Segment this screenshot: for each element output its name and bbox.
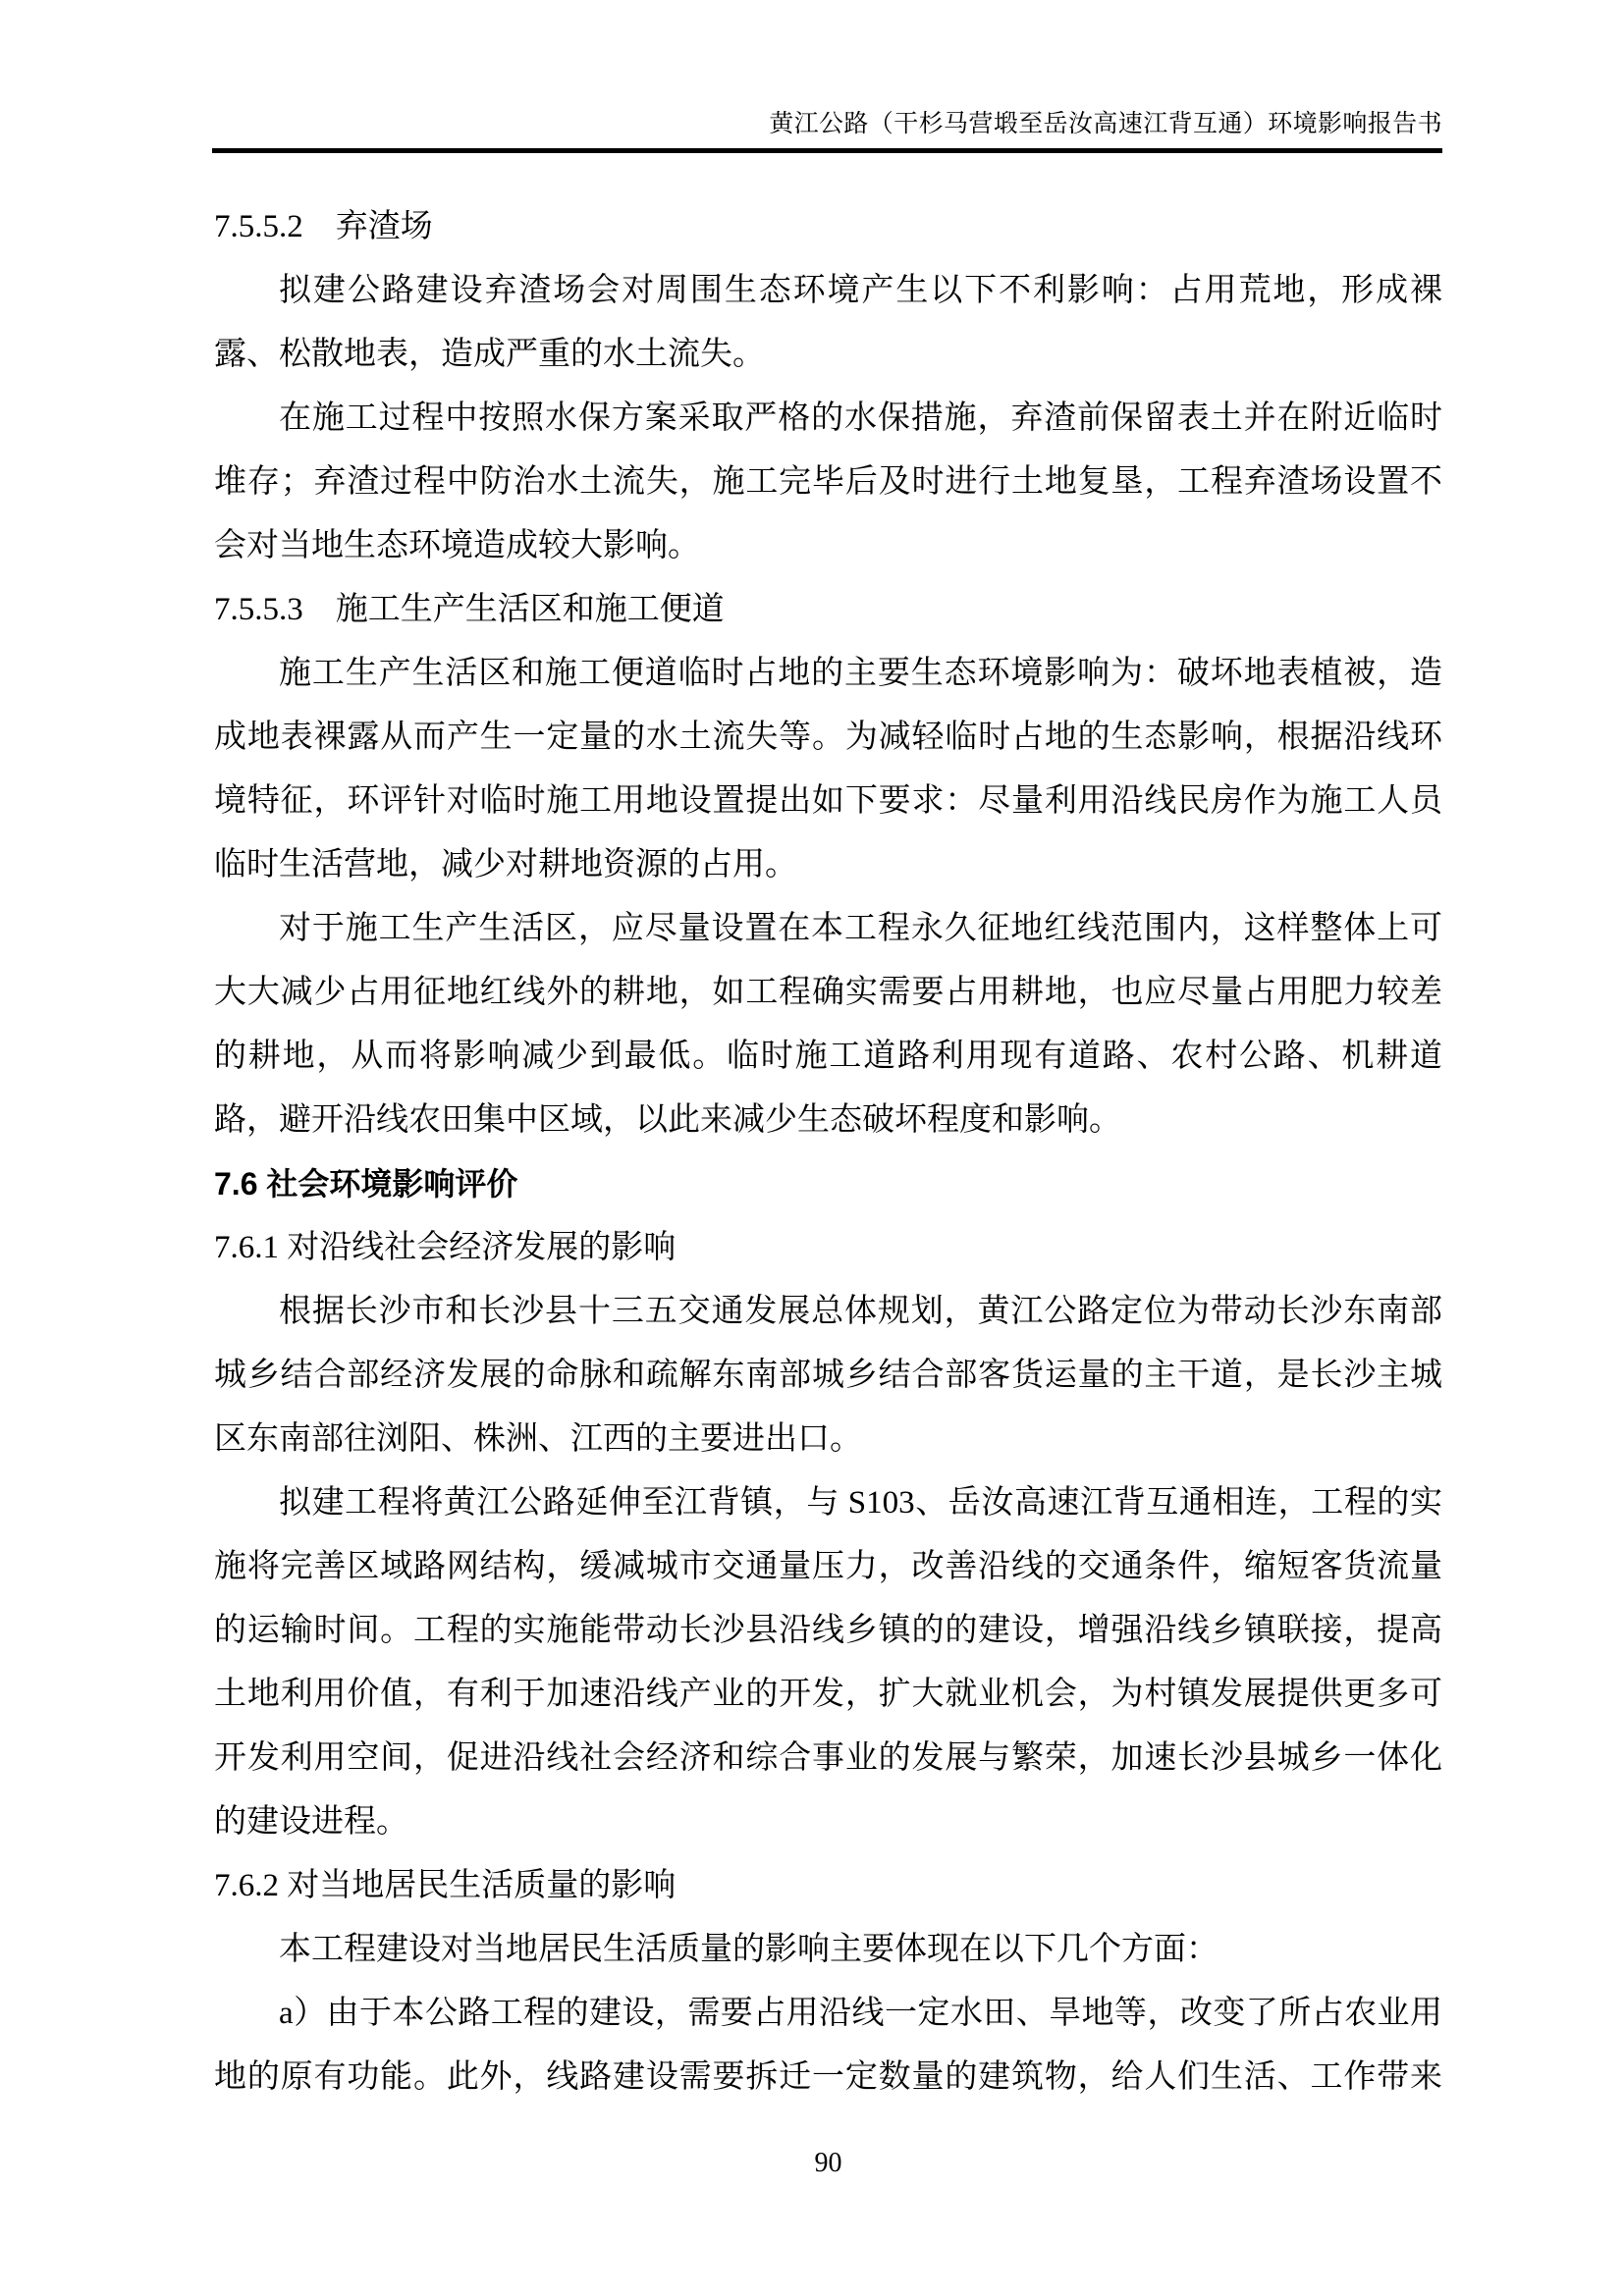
paragraph: [214, 387, 1442, 578]
paragraph: [214, 1471, 1442, 1854]
paragraph: [214, 642, 1442, 897]
text-line: 施工生产生活区和施工便道临时占地的主要生态环境影响为：破坏地表植被，造: [279, 656, 1442, 691]
text-line: 本工程建设对当地居民生活质量的影响主要体现在以下几个方面：: [279, 1932, 1218, 1967]
text-line: 的运输时间。工程的实施能带动长沙县沿线乡镇的的建设，增强沿线乡镇联接，提高: [214, 1613, 1442, 1648]
text-line: 在施工过程中按照水保方案采取严格的水保措施，弃渣前保留表土并在附近临时: [279, 400, 1442, 436]
text-line: a）由于本公路工程的建设，需要占用沿线一定水田、旱地等，改变了所占农业用: [279, 1996, 1442, 2031]
paragraph: [214, 259, 1442, 387]
section-heading: [214, 1854, 1442, 1918]
text-line: 大大减少占用征地红线外的耕地，如工程确实需要占用耕地，也应尽量占用肥力较差: [214, 975, 1442, 1010]
section-heading: [214, 578, 1442, 642]
text-line: 施将完善区域路网结构，缓减城市交通量压力，改善沿线的交通条件，缩短客货流量: [214, 1549, 1442, 1584]
text-line: 堆存；弃渣过程中防治水土流失，施工完毕后及时进行土地复垦，工程弃渣场设置不: [214, 464, 1442, 500]
text-line: 拟建公路建设弃渣场会对周围生态环境产生以下不利影响：占用荒地，形成裸: [279, 273, 1442, 308]
section-heading: [214, 195, 1442, 259]
text-line: 开发利用空间，促进沿线社会经济和综合事业的发展与繁荣，加速长沙县城乡一体化: [214, 1740, 1442, 1776]
text-line: 土地利用价值，有利于加速沿线产业的开发，扩大就业机会，为村镇发展提供更多可: [214, 1677, 1442, 1712]
text-line: 区东南部往浏阳、株洲、江西的主要进出口。: [214, 1421, 862, 1457]
paragraph: [214, 1982, 1442, 2109]
text-line: 地的原有功能。此外，线路建设需要拆迁一定数量的建筑物，给人们生活、工作带来: [214, 2059, 1442, 2095]
paragraph: [214, 1280, 1442, 1471]
paragraph: [214, 1918, 1442, 1982]
header-rule: [212, 148, 1442, 153]
text-line: 7.5.5.2 弃渣场: [214, 209, 433, 244]
text-line: 路，避开沿线农田集中区域，以此来减少生态破坏程度和影响。: [214, 1102, 1121, 1138]
page-number: 90: [814, 2148, 842, 2178]
text-line: 的耕地，从而将影响减少到最低。临时施工道路利用现有道路、农村公路、机耕道: [214, 1039, 1442, 1074]
paragraph: [214, 897, 1442, 1152]
page-header-title: 黄江公路（干杉马营塅至岳汝高速江背互通）环境影响报告书: [769, 111, 1442, 137]
text-line: 7.6.1 对沿线社会经济发展的影响: [214, 1230, 677, 1265]
text-line: 会对当地生态环境造成较大影响。: [214, 528, 700, 563]
text-line: 临时生活营地，减少对耕地资源的占用。: [214, 847, 797, 882]
text-line: 对于施工生产生活区，应尽量设置在本工程永久征地红线范围内，这样整体上可: [279, 911, 1442, 946]
text-line: 7.6.2 对当地居民生活质量的影响: [214, 1868, 677, 1903]
section-heading: [214, 1152, 1442, 1216]
document-body: [214, 195, 1442, 2109]
text-line: 境特征，环评针对临时施工用地设置提出如下要求：尽量利用沿线民房作为施工人员: [214, 783, 1442, 819]
text-line: 露、松散地表，造成严重的水土流失。: [214, 337, 765, 372]
text-line: 7.6 社会环境影响评价: [214, 1166, 518, 1201]
text-line: 根据长沙市和长沙县十三五交通发展总体规划，黄江公路定位为带动长沙东南部: [279, 1294, 1442, 1329]
text-line: 城乡结合部经济发展的命脉和疏解东南部城乡结合部客货运量的主干道，是长沙主城: [214, 1358, 1442, 1393]
section-heading: [214, 1216, 1442, 1280]
text-line: 的建设进程。: [214, 1804, 408, 1840]
text-line: 7.5.5.3 施工生产生活区和施工便道: [214, 592, 725, 627]
text-line: 拟建工程将黄江公路延伸至江背镇，与 S103、岳汝高速江背互通相连，工程的实: [279, 1485, 1442, 1521]
text-line: 成地表裸露从而产生一定量的水土流失等。为减轻临时占地的生态影响，根据沿线环: [214, 720, 1442, 755]
